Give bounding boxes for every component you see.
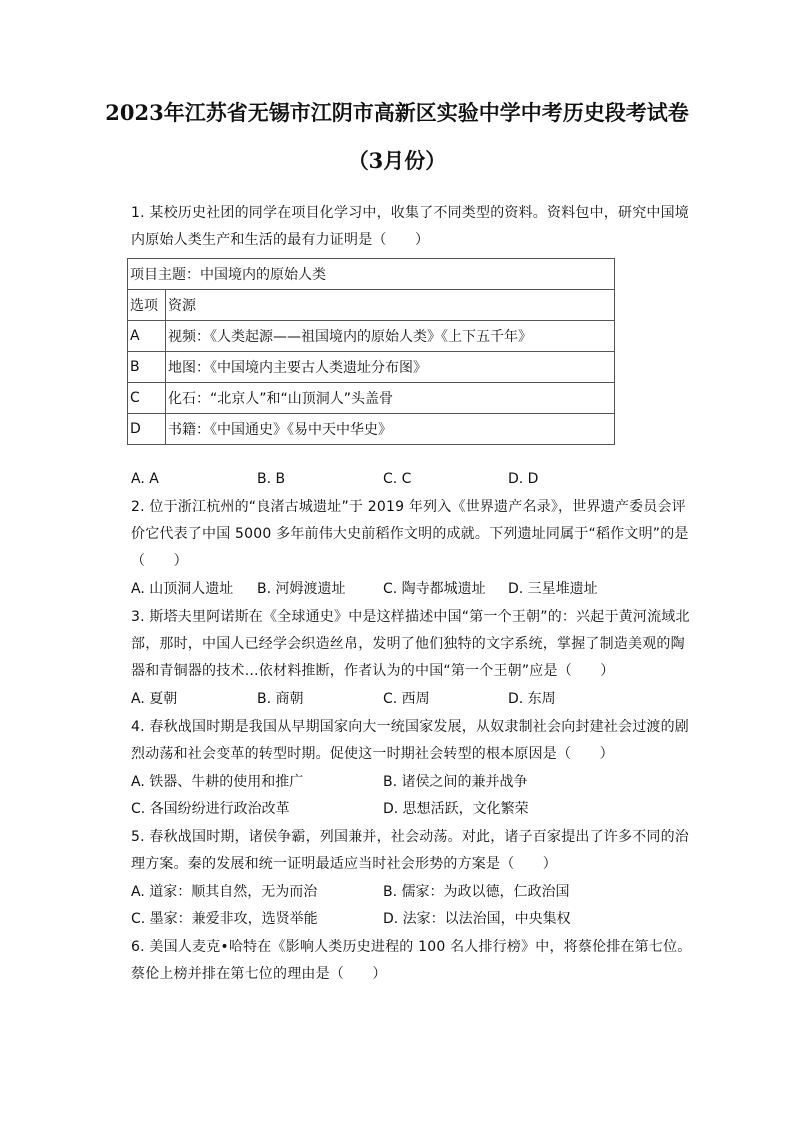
table-cell-key: B: [128, 352, 166, 383]
question-2-stem: 2. 位于浙江杭州的“良渚古城遗址”于 2019 年列入《世界遗产名录》，世界遗产委员会评价它代表了中国 5000 多年前伟大史前稻作文明的成就。下列遗址同属于“稻作文明”的是（ ）: [131, 499, 689, 569]
table-cell-resource: 化石：“北京人”和“山顶洞人”头盖骨: [166, 383, 615, 414]
option-d[interactable]: D. 思想活跃，文化繁荣: [383, 801, 529, 817]
option-c[interactable]: C. 墨家：兼爱非攻，选贤举能: [131, 911, 318, 927]
option-b[interactable]: B. 儒家：为政以德，仁政治国: [383, 884, 570, 900]
question-4-options-row1: [131, 769, 697, 796]
table-cell-resource: 地图：《中国境内主要古人类遗址分布图》: [166, 352, 615, 383]
table-cell-key: D: [128, 414, 166, 445]
option-a[interactable]: A. 山顶洞人遗址: [131, 581, 234, 597]
option-a[interactable]: A. 道家：顺其自然，无为而治: [131, 884, 318, 900]
table-row: [128, 352, 615, 383]
table-row: [128, 383, 615, 414]
question-5-stem: 5. 春秋战国时期，诸侯争霸，列国兼并，社会动荡。对此，诸子百家提出了许多不同的治理方案。秦的发展和统一证明最适应当时社会形势的方案是（ ）: [131, 829, 690, 872]
question-6-stem: 6. 美国人麦克•哈特在《影响人类历史进程的 100 名人排行榜》中，将蔡伦排在第七位。蔡伦上榜并排在第七位的理由是（ ）: [131, 939, 692, 982]
table-header-resource: 资源: [166, 290, 615, 321]
exam-title: 2023年江苏省无锡市江阴市高新区实验中学中考历史段考试卷: [105, 100, 689, 125]
question-3-stem: 3. 斯塔夫里阿诺斯在《全球通史》中是这样描述中国“第一个王朝”的：兴起于黄河流域北部，那时，中国人已经学会织造丝帛，发明了他们独特的文字系统，掌握了制造美观的陶器和青铜器的技术…依材料推断，作者认为的中国“第一个王朝”应是（ ）: [131, 609, 690, 679]
option-d[interactable]: D. 东周: [508, 691, 556, 707]
question-5-options-row1: [131, 879, 697, 906]
table-cell-resource: 视频：《人类起源——祖国境内的原始人类》《上下五千年》: [166, 321, 615, 352]
table-row: [128, 259, 615, 290]
question-4-stem: 4. 春秋战国时期是我国从早期国家向大一统国家发展，从奴隶制社会向封建社会过渡的剧烈动荡和社会变革的转型时期。促使这一时期社会转型的根本原因是（ ）: [131, 719, 690, 762]
option-c[interactable]: C. 各国纷纷进行政治改革: [131, 801, 290, 817]
option-d[interactable]: D. 三星堆遗址: [508, 581, 598, 597]
table-cell-key: C: [128, 383, 166, 414]
option-a[interactable]: A. A: [131, 471, 159, 487]
option-a[interactable]: A. 夏朝: [131, 691, 178, 707]
question-1-options: [131, 466, 697, 493]
table-cell-resource: 书籍：《中国通史》《易中天中华史》: [166, 414, 615, 445]
option-a[interactable]: A. 铁器、牛耕的使用和推广: [131, 774, 304, 790]
option-b[interactable]: B. B: [257, 471, 286, 487]
option-b[interactable]: B. 河姆渡遗址: [257, 581, 346, 597]
table-cell-key: A: [128, 321, 166, 352]
question-2-options: [131, 576, 697, 603]
option-c[interactable]: C. 陶寺都城遗址: [383, 581, 486, 597]
question-1-stem: 1. 某校历史社团的同学在项目化学习中，收集了不同类型的资料。资料包中，研究中国境内原始人类生产和生活的最有力证明是（ ）: [131, 205, 690, 248]
exam-subtitle: （3月份）: [347, 148, 447, 173]
table-row: [128, 290, 615, 321]
option-c[interactable]: C. 西周: [383, 691, 430, 707]
question-5-options-row2: [131, 906, 697, 933]
table-row: [128, 321, 615, 352]
option-d[interactable]: D. 法家：以法治国，中央集权: [383, 911, 571, 927]
table-row: [128, 414, 615, 445]
option-d[interactable]: D. D: [508, 471, 539, 487]
option-b[interactable]: B. 诸侯之间的兼并战争: [383, 774, 528, 790]
option-b[interactable]: B. 商朝: [257, 691, 304, 707]
table-topic: 项目主题：中国境内的原始人类: [128, 259, 615, 290]
question-4-options-row2: [131, 796, 697, 823]
table-header-option: 选项: [128, 290, 166, 321]
option-c[interactable]: C. C: [383, 471, 412, 487]
resource-table: [127, 258, 615, 445]
question-3-options: [131, 686, 697, 713]
